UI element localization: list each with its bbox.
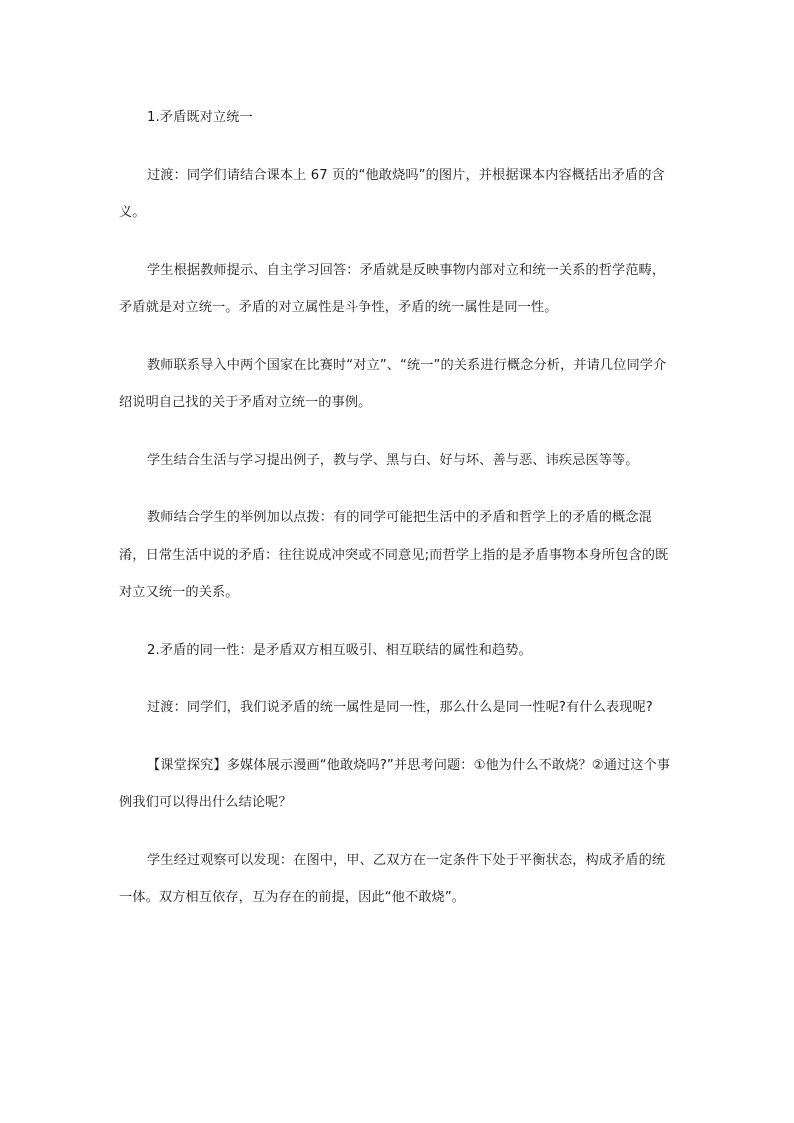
- document-body: [119, 99, 675, 917]
- transition-identity-paragraph: 过渡：同学们，我们说矛盾的统一属性是同一性，那么什么是同一性呢?有什么表现呢?: [147, 700, 653, 715]
- teacher-analysis-paragraph: 教师联系导入中两个国家在比赛时“对立”、“统一”的关系进行概念分析，并请几位同学介绍说明自己找的关于矛盾对立统一的事例。: [119, 357, 667, 410]
- paragraph-spacer: [119, 232, 675, 252]
- heading-contradiction-unity: 1.矛盾既对立统一: [147, 110, 253, 125]
- student-examples-paragraph: 学生结合生活与学习提出例子，教与学、黑与白、好与坏、善与恶、讳疾忌医等等。: [147, 452, 639, 468]
- paragraph-spacer: [119, 327, 675, 347]
- paragraph-spacer: [119, 727, 675, 747]
- transition-paragraph: 过渡：同学们请结合课本上 67 页的“他敢烧吗”的图片，并根据课本内容概括出矛盾的含义。: [119, 167, 665, 220]
- paragraph-spacer: [119, 479, 675, 499]
- paragraph-spacer: [119, 612, 675, 632]
- heading-identity: 2.矛盾的同一性：是矛盾双方相互吸引、相互联结的属性和趋势。: [147, 642, 532, 658]
- paragraph-spacer: [119, 822, 675, 842]
- classroom-inquiry-paragraph: 【课堂探究】多媒体展示漫画“他敢烧吗?”并思考问题：①他为什么不敢烧？②通过这个事例我们可以得出什么结论呢？: [119, 757, 671, 810]
- paragraph-spacer: [119, 137, 675, 157]
- paragraph-spacer: [119, 669, 675, 689]
- student-observation-paragraph: 学生经过观察可以发现：在图中，甲、乙双方在一定条件下处于平衡状态，构成矛盾的统一体。双方相互依存，互为存在的前提，因此“他不敢烧”。: [119, 852, 666, 905]
- teacher-guidance-paragraph: 教师结合学生的举例加以点拨：有的同学可能把生活中的矛盾和哲学上的矛盾的概念混淆，日常生活中说的矛盾：往往说成冲突或不同意见;而哲学上指的是矛盾事物本身所包含的既对立又统一的关系。: [119, 510, 669, 600]
- student-answer-paragraph: 学生根据教师提示、自主学习回答：矛盾就是反映事物内部对立和统一关系的哲学范畴，矛盾就是对立统一。矛盾的对立属性是斗争性，矛盾的统一属性是同一性。: [119, 262, 666, 315]
- paragraph-spacer: [119, 422, 675, 442]
